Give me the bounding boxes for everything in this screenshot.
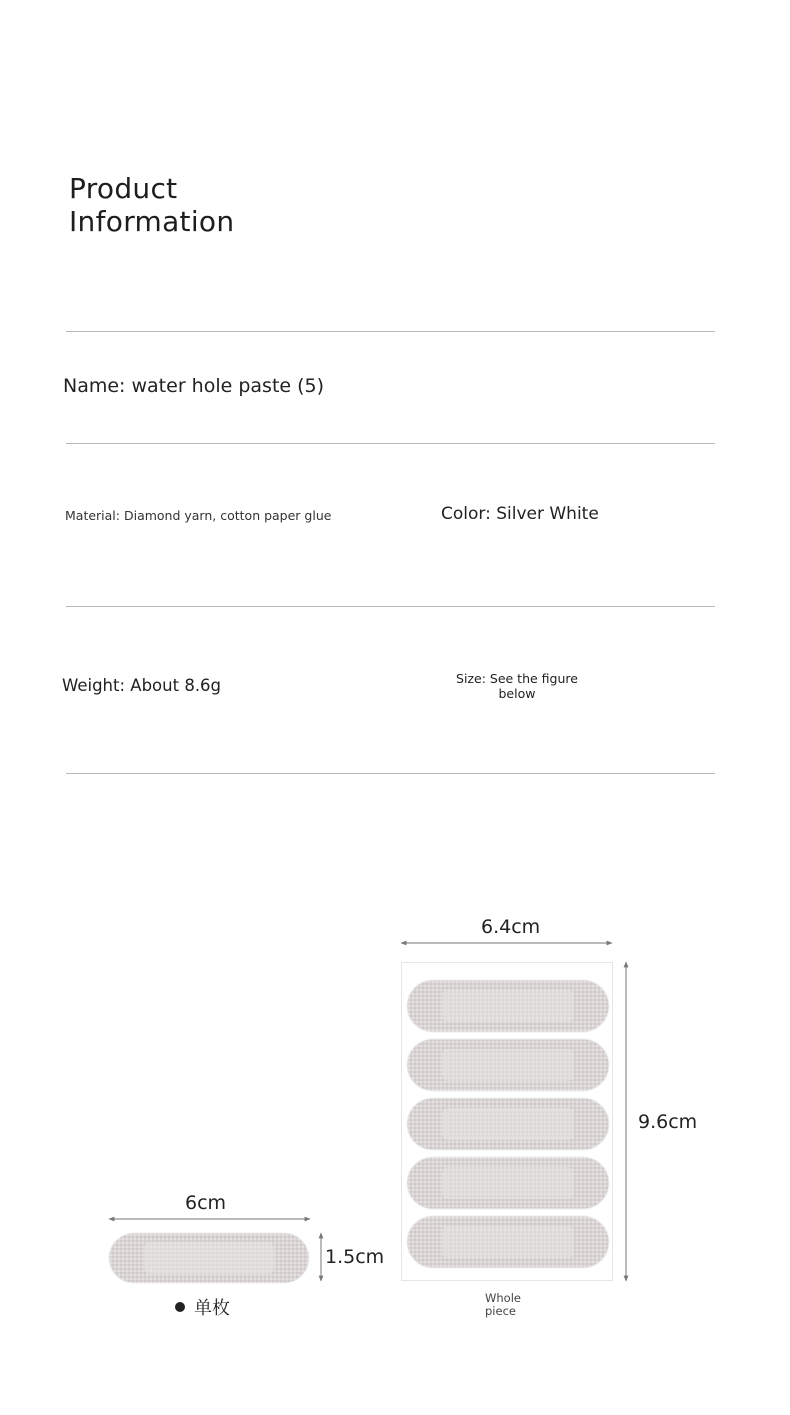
single-strip <box>108 1232 310 1284</box>
strip <box>407 1216 609 1268</box>
single-caption <box>175 1294 230 1320</box>
single-height-label: 1.5cm <box>325 1246 385 1268</box>
single-width-label: 6cm <box>185 1192 227 1214</box>
whole-caption <box>485 1292 521 1318</box>
title-line-2: Information <box>69 205 235 238</box>
whole-piece-strips <box>402 963 612 1280</box>
divider <box>66 443 715 444</box>
single-caption-text: 单枚 <box>194 1298 230 1319</box>
whole-caption-line-2: piece <box>485 1304 516 1318</box>
spec-size <box>453 671 581 701</box>
whole-caption-line-1: Whole <box>485 1291 521 1305</box>
page-title <box>69 172 234 238</box>
spec-name: Name: water hole paste (5) <box>63 375 325 397</box>
spec-size-line-1: Size: See the figure <box>456 671 578 686</box>
title-line-1: Product <box>69 172 178 205</box>
divider <box>66 331 715 332</box>
whole-height-label: 9.6cm <box>638 1111 698 1133</box>
whole-width-label: 6.4cm <box>481 916 541 938</box>
spec-material: Material: Diamond yarn, cotton paper glue <box>65 508 332 523</box>
divider <box>66 773 715 774</box>
single-width-dimension-line <box>104 1212 316 1226</box>
whole-height-dimension-line <box>619 958 633 1286</box>
spec-weight: Weight: About 8.6g <box>62 676 222 695</box>
divider <box>66 606 715 607</box>
spec-size-line-2: below <box>498 686 536 701</box>
whole-piece-sheet <box>401 962 613 1281</box>
whole-width-dimension-line <box>397 936 617 950</box>
strip <box>407 1039 609 1091</box>
bullet-icon <box>175 1302 185 1312</box>
strip <box>407 1157 609 1209</box>
strip <box>407 1098 609 1150</box>
spec-color: Color: Silver White <box>441 504 599 524</box>
strip <box>407 980 609 1032</box>
